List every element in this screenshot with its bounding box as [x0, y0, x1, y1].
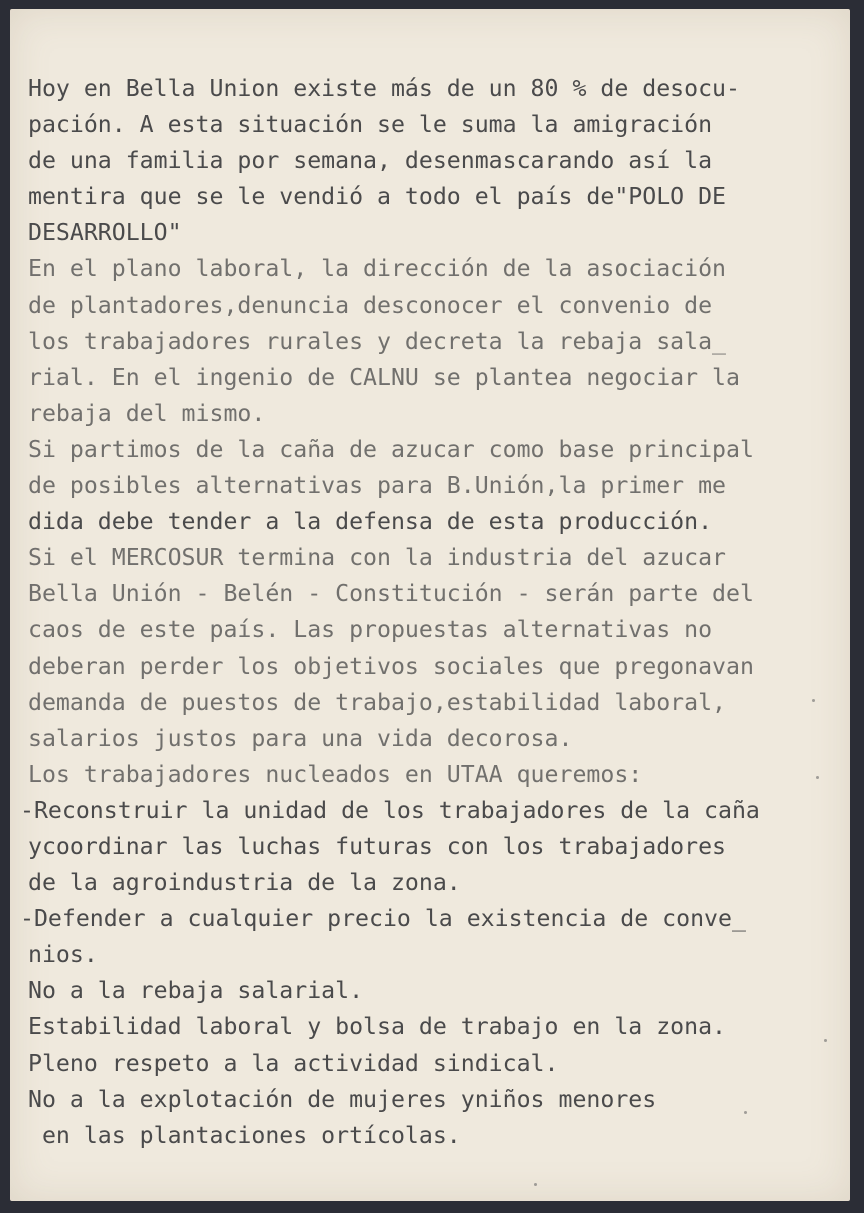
text-line: Bella Unión - Belén - Constitución - serán parte del	[28, 580, 754, 608]
text-line: DESARROLLO"	[28, 219, 182, 247]
paper-speck	[744, 1111, 747, 1114]
text-line: Pleno respeto a la actividad sindical.	[28, 1049, 559, 1077]
paper-speck	[812, 699, 815, 702]
text-line: deberan perder los objetivos sociales que pregonavan	[28, 652, 754, 680]
text-line: -Reconstruir la unidad de los trabajadores de la caña	[20, 796, 760, 824]
text-line: Si partimos de la caña de azucar como base principal	[28, 435, 754, 463]
text-line: en las plantaciones ortícolas.	[28, 1121, 461, 1149]
text-line: No a la explotación de mujeres yniños menores	[28, 1085, 657, 1113]
text-line: rial. En el ingenio de CALNU se plantea negociar la	[28, 363, 740, 391]
typed-text-body	[20, 71, 828, 1154]
text-line: -Defender a cualquier precio la existencia de conve_	[20, 905, 746, 933]
text-line: Si el MERCOSUR termina con la industria del azucar	[28, 544, 727, 572]
text-line: nios.	[28, 941, 98, 969]
document-page	[10, 9, 850, 1201]
text-line: En el plano laboral, la dirección de la asociación	[28, 255, 727, 283]
text-line: pación. A esta situación se le suma la amigración	[28, 111, 713, 139]
text-line: de una familia por semana, desenmascarando así la	[28, 147, 713, 175]
paper-speck	[534, 1183, 537, 1186]
text-line: caos de este país. Las propuestas alternativas no	[28, 616, 713, 644]
text-line: No a la rebaja salarial.	[28, 977, 364, 1005]
text-line: demanda de puestos de trabajo,estabilidad laboral,	[28, 688, 727, 716]
text-line: dida debe tender a la defensa de esta producción.	[28, 508, 713, 536]
text-line: Hoy en Bella Union existe más de un 80 % de desocu-	[28, 75, 740, 102]
text-line: de posibles alternativas para B.Unión,la primer me	[28, 472, 727, 500]
text-line: Los trabajadores nucleados en UTAA queremos:	[28, 760, 643, 788]
paper-speck	[824, 1039, 827, 1042]
text-line: salarios justos para una vida decorosa.	[28, 724, 573, 752]
text-line: los trabajadores rurales y decreta la rebaja sala_	[28, 327, 727, 355]
text-line: mentira que se le vendió a todo el país de"POLO DE	[28, 183, 727, 211]
text-line: de la agroindustria de la zona.	[28, 869, 461, 897]
text-line: Estabilidad laboral y bolsa de trabajo en la zona.	[28, 1013, 727, 1041]
text-line: de plantadores,denuncia desconocer el convenio de	[28, 291, 713, 319]
text-line: ycoordinar las luchas futuras con los trabajadores	[28, 832, 727, 860]
text-line: rebaja del mismo.	[28, 399, 266, 427]
paper-speck	[816, 776, 819, 779]
